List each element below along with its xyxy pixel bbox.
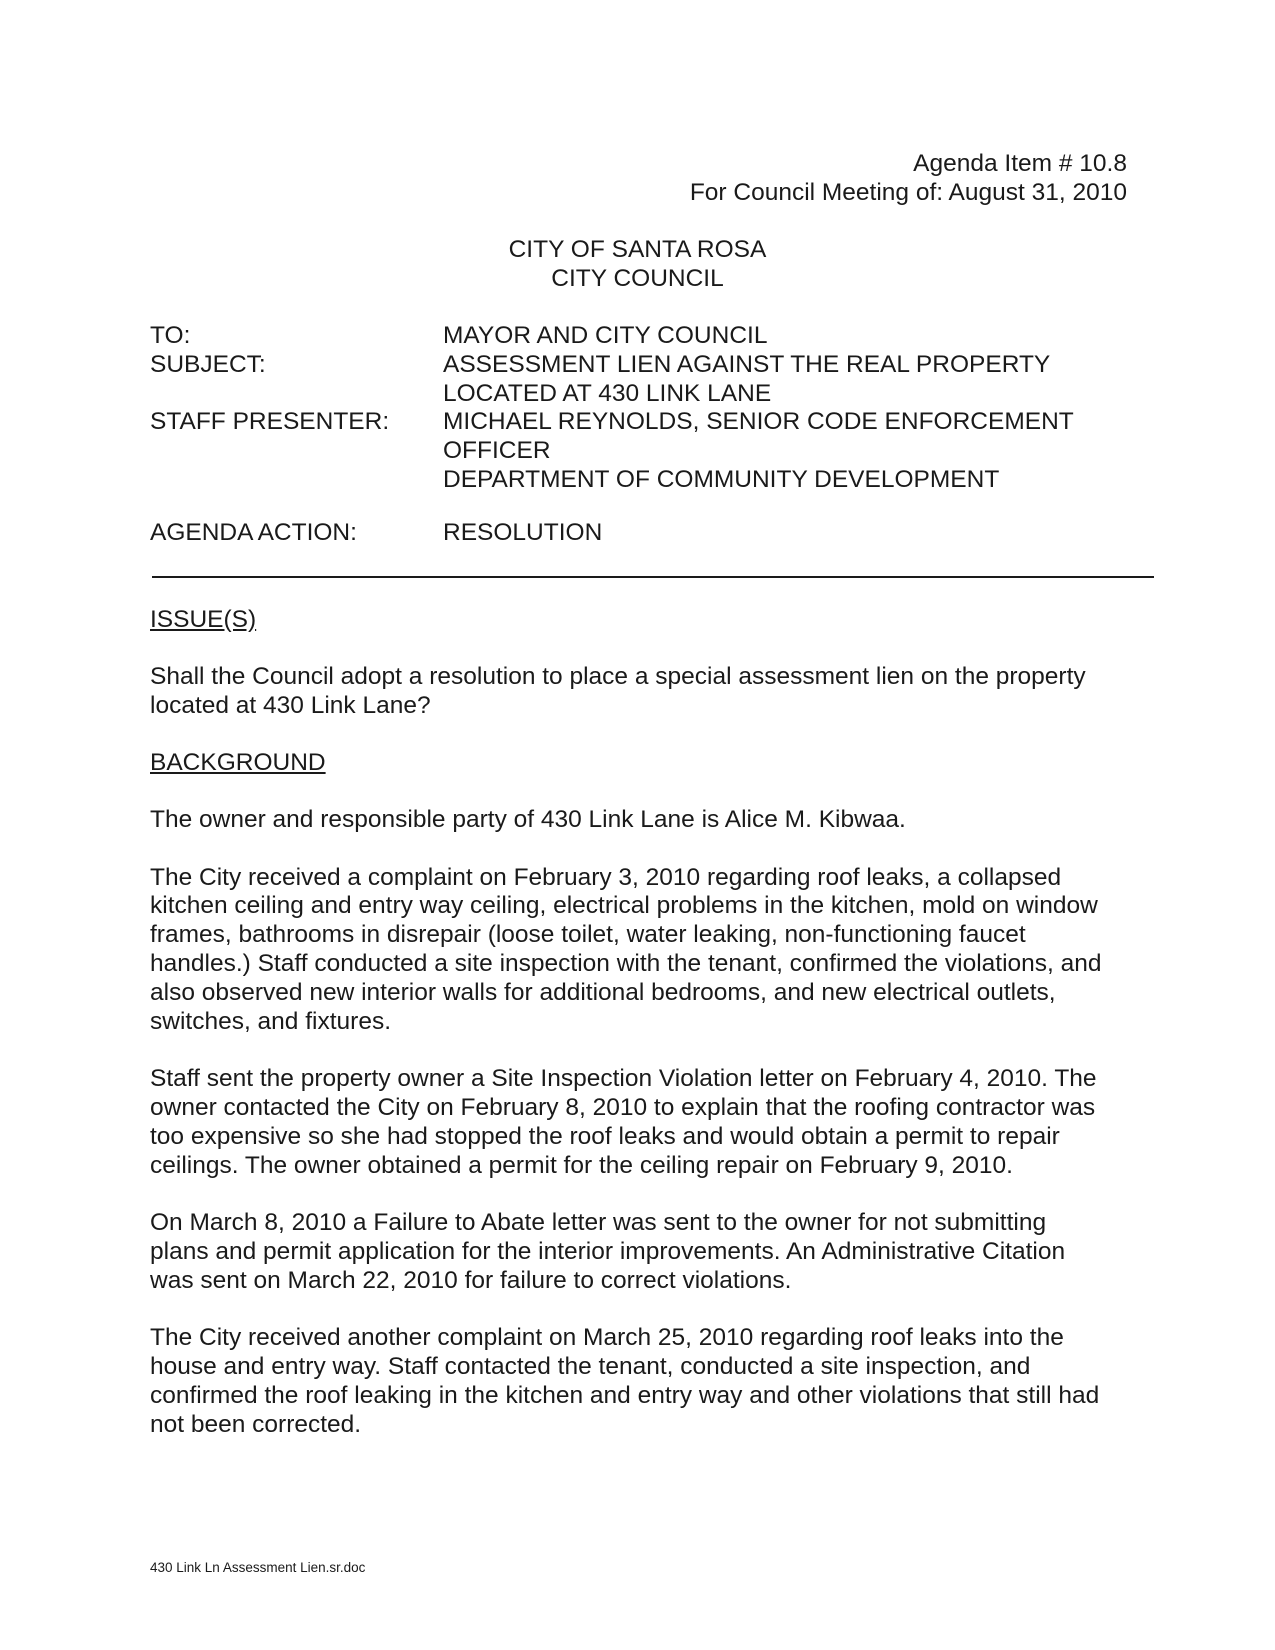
agenda-item-number: Agenda Item # 10.8 bbox=[913, 150, 1127, 177]
memo-action-label: AGENDA ACTION: bbox=[150, 518, 357, 546]
agenda-header bbox=[690, 150, 1127, 208]
horizontal-divider bbox=[152, 576, 1154, 578]
organization-body: CITY COUNCIL bbox=[551, 264, 724, 292]
organization-header bbox=[0, 236, 1275, 294]
memo-presenter-line: DEPARTMENT OF COMMUNITY DEVELOPMENT bbox=[443, 465, 1000, 493]
memo-presenter-line: OFFICER bbox=[443, 437, 551, 465]
memo-subject-line: LOCATED AT 430 LINK LANE bbox=[443, 379, 772, 407]
memo-presenter-line: MICHAEL REYNOLDS, SENIOR CODE ENFORCEMENT bbox=[443, 408, 1074, 436]
document-body bbox=[150, 606, 1140, 1468]
memo-action-row bbox=[150, 519, 1125, 548]
issues-heading: ISSUE(S) bbox=[150, 606, 257, 633]
background-paragraph-second-complaint: The City received another complaint on March 25, 2010 regarding roof leaks into the house and entry way. Staff contacted the tenant, conducted a site inspection, and confirmed the roof leaking in the kitchen and entry way and other violations that still had not been corrected. bbox=[150, 1324, 1100, 1438]
background-paragraph-failure-to-abate: On March 8, 2010 a Failure to Abate letter was sent to the owner for not submitting plans and permit application for the interior improvements. An Administrative Citation was sent on March 22, 2010 for failure to correct violations. bbox=[150, 1209, 1066, 1294]
memo-subject-line: ASSESSMENT LIEN AGAINST THE REAL PROPERTY bbox=[443, 350, 1051, 378]
memo-block bbox=[150, 322, 1125, 548]
memo-action-value: RESOLUTION bbox=[443, 518, 603, 546]
memo-to-row bbox=[150, 322, 1125, 351]
organization-name: CITY OF SANTA ROSA bbox=[508, 236, 767, 263]
memo-subject-row bbox=[150, 351, 1125, 409]
background-paragraph-owner: The owner and responsible party of 430 Link Lane is Alice M. Kibwaa. bbox=[150, 805, 906, 833]
memo-presenter-label: STAFF PRESENTER: bbox=[150, 408, 390, 436]
memo-subject-value bbox=[443, 351, 1125, 409]
memo-presenter-value bbox=[443, 408, 1125, 494]
memo-presenter-row bbox=[150, 408, 1125, 494]
background-paragraph-violation-letter: Staff sent the property owner a Site Inspection Violation letter on February 4, 2010. The owner contacted the City on February 8, 2010 to explain that the roofing contractor was too expensive so she had stopped the roof leaks and would obtain a permit to repair ceilings. The owner obtained a permit for the ceiling repair on February 9, 2010. bbox=[150, 1065, 1097, 1179]
memo-to-label: TO: bbox=[150, 322, 191, 349]
background-heading: BACKGROUND bbox=[150, 749, 326, 777]
issues-paragraph: Shall the Council adopt a resolution to place a special assessment lien on the property located at 430 Link Lane? bbox=[150, 662, 1086, 719]
background-paragraph-complaint: The City received a complaint on February 3, 2010 regarding roof leaks, a collapsed kitchen ceiling and entry way ceiling, electrical problems in the kitchen, mold on window frames, bathrooms in disrepair (loose toilet, water leaking, non-functioning faucet handles.) Staff conducted a site inspection with the tenant, confirmed the violations, and also observed new interior walls for additional bedrooms, and new electrical outlets, switches, and fixtures. bbox=[150, 863, 1102, 1035]
memo-subject-label: SUBJECT: bbox=[150, 350, 266, 378]
memo-spacer bbox=[150, 495, 1125, 519]
meeting-date: For Council Meeting of: August 31, 2010 bbox=[689, 178, 1127, 206]
memo-to-value: MAYOR AND CITY COUNCIL bbox=[443, 322, 768, 349]
footer-filename: 430 Link Ln Assessment Lien.sr.doc bbox=[150, 1560, 366, 1575]
